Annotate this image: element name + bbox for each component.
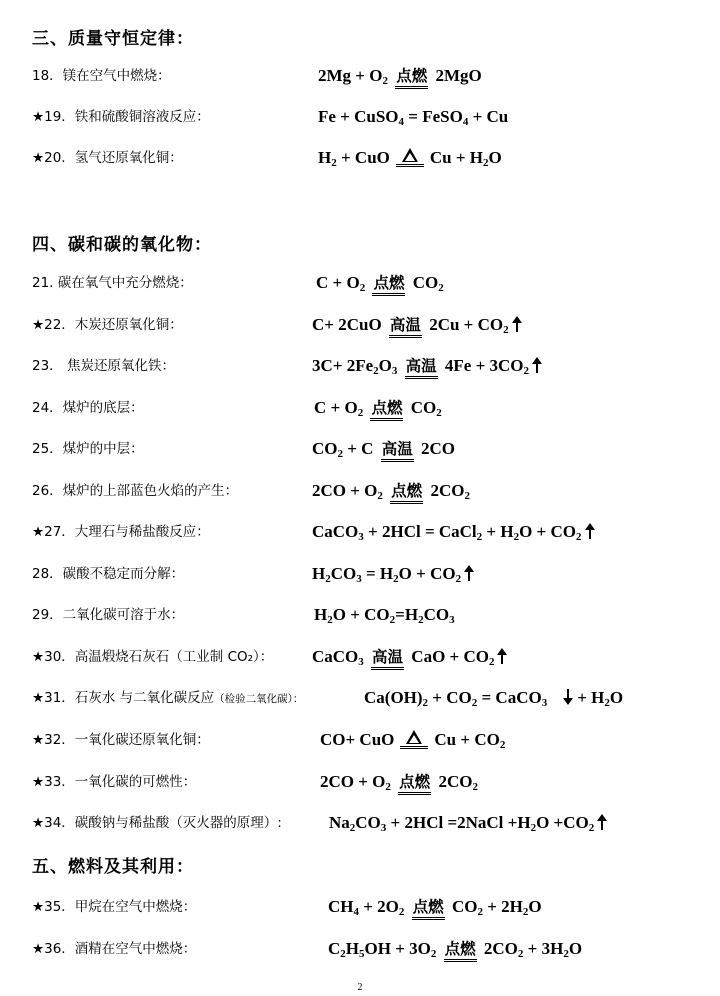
reaction-equation: $Ca(OH)_2 + CO_2$ = CaCO$_3$ + $H_2O$ — [364, 688, 624, 709]
reaction-equation: $Na_2CO_3 + 2HCl$ =2NaCl $+H_2O +CO_2$ — [329, 811, 607, 835]
reaction-label: ★31．石灰水 与二氧化碳反应（检验二氧化碳）： — [32, 690, 304, 706]
reaction-row — [0, 437, 720, 461]
reaction-label: 28．碳酸不稳定而分解： — [32, 566, 185, 582]
reaction-label: ★33．一氧化碳的可燃性： — [32, 774, 197, 790]
heat-triangle-icon — [400, 728, 428, 748]
reaction-label: 18．镁在空气中燃烧： — [32, 68, 171, 84]
condition-burn: 点燃 — [372, 271, 405, 295]
reaction-equation: $3C+ 2Fe_2O_3$ 高温 $4Fe + 3CO_2$ — [312, 354, 542, 378]
reaction-label: ★34．碳酸钠与稀盐酸（灭火器的原理）: — [32, 815, 282, 831]
section-heading: 三、质量守恒定律： — [32, 29, 194, 49]
condition-burn: 点燃 — [395, 64, 428, 88]
reaction-row — [0, 811, 720, 835]
section-heading: 四、碳和碳的氧化物： — [32, 235, 212, 255]
condition-burn: 点燃 — [370, 396, 403, 420]
page-number: 2 — [357, 982, 363, 993]
reaction-equation: $CO_2 + C$ 高温 2CO — [312, 439, 455, 460]
reaction-label: ★36．酒精在空气中燃烧： — [32, 941, 197, 957]
condition-high-temp: 高温 — [389, 313, 422, 337]
gas-arrow-up-icon — [597, 814, 607, 830]
reaction-row — [0, 520, 720, 544]
reaction-row — [0, 313, 720, 337]
reaction-label: 26．煤炉的上部蓝色火焰的产生： — [32, 483, 239, 499]
reaction-label: 24．煤炉的底层： — [32, 400, 144, 416]
reaction-equation: $H_2CO_3 = H_2O + CO_2$ — [312, 562, 474, 586]
reaction-row — [0, 686, 720, 710]
reaction-row — [0, 728, 720, 752]
condition-high-temp: 高温 — [381, 437, 414, 461]
reaction-row — [0, 937, 720, 961]
reaction-label: 25．煤炉的中层： — [32, 441, 144, 457]
reaction-label: ★19．铁和硫酸铜溶液反应： — [32, 109, 210, 125]
condition-high-temp: 高温 — [405, 354, 438, 378]
reaction-row — [0, 645, 720, 669]
reaction-equation: $2Mg + O_2$ 点燃 2MgO — [318, 66, 482, 87]
gas-arrow-up-icon — [585, 523, 595, 539]
reaction-label: 21. 碳在氧气中充分燃烧： — [32, 275, 193, 291]
reaction-equation: $2CO + O_2$ 点燃 $2CO_2$ — [312, 481, 470, 502]
condition-burn: 点燃 — [412, 895, 445, 919]
condition-high-temp: 高温 — [371, 645, 404, 669]
reaction-row — [0, 396, 720, 420]
reaction-equation: CO+ CuO $Cu + CO_2$ — [320, 730, 506, 751]
reaction-equation: $H_2O + CO_2=H_2CO_3$ — [314, 605, 455, 626]
reaction-label: ★22．木炭还原氧化铜： — [32, 317, 183, 333]
reaction-equation: Fe + CuSO$_4$ = FeSO$_4$ + Cu — [318, 107, 509, 128]
condition-burn: 点燃 — [444, 937, 477, 961]
reaction-label: ★35．甲烷在空气中燃烧： — [32, 899, 197, 915]
reaction-label: 23． 焦炭还原氧化铁： — [32, 358, 175, 374]
reaction-row — [0, 105, 720, 129]
gas-arrow-up-icon — [512, 316, 522, 332]
reaction-row — [0, 146, 720, 170]
precipitate-arrow-down-icon — [563, 689, 573, 705]
reaction-row — [0, 562, 720, 586]
reaction-equation: $C + O_2$ 点燃 $CO_2$ — [316, 273, 444, 294]
reaction-equation: $H_2$ + CuO $Cu + H_2O$ — [318, 148, 502, 169]
gas-arrow-up-icon — [497, 648, 507, 664]
reaction-row — [0, 271, 720, 295]
reaction-equation: $C_2H_5OH + 3O_2$ 点燃 $2CO_2 + 3H_2O$ — [328, 939, 583, 960]
reaction-equation: CaCO$_3$ 高温 CaO + $CO_2$ — [312, 645, 507, 669]
heat-triangle-icon — [396, 146, 424, 166]
reaction-row — [0, 64, 720, 88]
reaction-label: 29．二氧化碳可溶于水： — [32, 607, 185, 623]
reaction-row — [0, 770, 720, 794]
reaction-row — [0, 603, 720, 627]
reaction-label: ★27．大理石与稀盐酸反应： — [32, 524, 210, 540]
reaction-label: ★32．一氧化碳还原氧化铜： — [32, 732, 210, 748]
reaction-row — [0, 479, 720, 503]
gas-arrow-up-icon — [464, 565, 474, 581]
reaction-label: ★20．氢气还原氧化铜： — [32, 150, 183, 166]
reaction-equation: C+ 2CuO 高温 $2Cu + CO_2$ — [312, 313, 522, 337]
section-heading: 五、燃料及其利用： — [32, 857, 194, 877]
reaction-label: ★30．高温煅烧石灰石（工业制 CO₂）： — [32, 649, 274, 665]
reaction-equation: CaCO$_3$ + 2HCl = CaCl$_2$ + $H_2O + CO_2$ — [312, 520, 595, 544]
condition-burn: 点燃 — [390, 479, 423, 503]
reaction-equation: $C + O_2$ 点燃 $CO_2$ — [314, 398, 442, 419]
condition-burn: 点燃 — [398, 770, 431, 794]
reaction-row — [0, 895, 720, 919]
gas-arrow-up-icon — [532, 357, 542, 373]
reaction-row — [0, 354, 720, 378]
reaction-equation: $2CO + O_2$ 点燃 $2CO_2$ — [320, 772, 478, 793]
reaction-equation: $CH_4 + 2O_2$ 点燃 $CO_2 + 2H_2O$ — [328, 897, 542, 918]
